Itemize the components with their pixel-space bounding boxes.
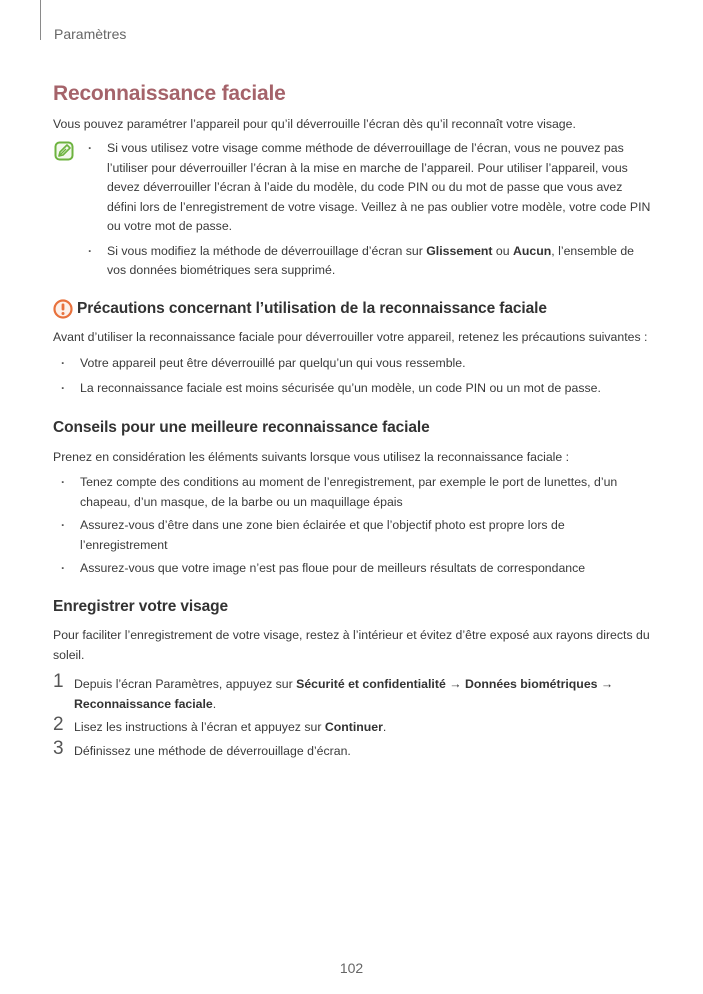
- page-title: Reconnaissance faciale: [53, 82, 286, 105]
- precautions-list: [61, 354, 661, 403]
- step-number: 3: [53, 737, 64, 759]
- header-rule: [40, 0, 41, 40]
- note-item: · Si vous modifiez la méthode de déverrouillage d’écran sur Glissement ou Aucun, l’ensemble de vos données biométriques sera supprimé.: [88, 242, 653, 281]
- running-head: Paramètres: [54, 26, 127, 42]
- tips-list: [61, 473, 641, 583]
- steps-list: [53, 671, 653, 765]
- tip-item: · Tenez compte des conditions au moment de l’enregistrement, par exemple le port de lunettes, d’un chapeau, d’un masque, de la barbe ou un maquillage épais: [61, 473, 641, 512]
- warning-exclamation-icon: [53, 299, 73, 319]
- tips-heading: Conseils pour une meilleure reconnaissance faciale: [53, 419, 430, 436]
- step-item: 2 Lisez les instructions à l’écran et appuyez sur Continuer.: [53, 714, 387, 735]
- option-aucun: Aucun: [513, 243, 552, 258]
- intro-paragraph: Vous pouvez paramétrer l’appareil pour qu’il déverrouille l’écran dès qu’il reconnaît votre visage.: [53, 117, 576, 131]
- tips-intro: Prenez en considération les éléments suivants lorsque vous utilisez la reconnaissance faciale :: [53, 450, 570, 464]
- precautions-heading-text: Précautions concernant l’utilisation de la reconnaissance faciale: [77, 300, 547, 317]
- continue-label: Continuer: [324, 720, 383, 734]
- arrow-separator: →: [597, 677, 614, 691]
- register-heading: Enregistrer votre visage: [53, 598, 229, 615]
- page-number: 102: [339, 960, 364, 976]
- note-pencil-icon: [54, 141, 74, 161]
- menu-path-security: Sécurité et confidentialité: [296, 677, 446, 691]
- register-intro: Pour faciliter l’enregistrement de votre visage, restez à l’intérieur et évitez d’être exposé aux rayons directs du soleil.: [53, 628, 650, 662]
- menu-path-biometrics: Données biométriques: [464, 677, 598, 691]
- step-item: 3 Définissez une méthode de déverrouillage d’écran.: [53, 737, 351, 759]
- step-item: 1 Depuis l’écran Paramètres, appuyez sur Sécurité et confidentialité → Données biométriques → Reconnaissance faciale.: [53, 671, 614, 711]
- tip-item: · Assurez-vous d’être dans une zone bien éclairée et que l’objectif photo est propre lors de l’enregistrement: [61, 516, 641, 555]
- precautions-heading: [53, 299, 547, 319]
- step-number: 1: [53, 671, 64, 692]
- note-list: [88, 139, 653, 286]
- tip-item: · Assurez-vous que votre image n’est pas floue pour de meilleurs résultats de correspondance: [61, 559, 641, 579]
- option-glissement: Glissement: [426, 243, 493, 258]
- note-item: · Si vous utilisez votre visage comme méthode de déverrouillage de l’écran, vous ne pouvez pas l’utiliser pour déverrouiller l’écran à la mise en marche de l’appareil. Pour utiliser l’appareil, vous devez déverrouiller l’écran à l’aide du modèle, du code PIN ou du mot de passe que vous avez défini lors de l’enregistrement de votre visage. Veillez à ne pas oublier votre modèle, votre code PIN ou votre mot de passe.: [88, 139, 653, 237]
- precautions-intro: Avant d’utiliser la reconnaissance faciale pour déverrouiller votre appareil, retenez les précautions suivantes :: [53, 330, 648, 344]
- precaution-item: · La reconnaissance faciale est moins sécurisée qu’un modèle, un code PIN ou un mot de passe.: [61, 379, 661, 399]
- precaution-item: · Votre appareil peut être déverrouillé par quelqu’un qui vous ressemble.: [61, 354, 661, 374]
- step-number: 2: [53, 714, 64, 735]
- arrow-separator: →: [445, 677, 465, 691]
- menu-path-face-recognition: Reconnaissance faciale: [74, 696, 213, 711]
